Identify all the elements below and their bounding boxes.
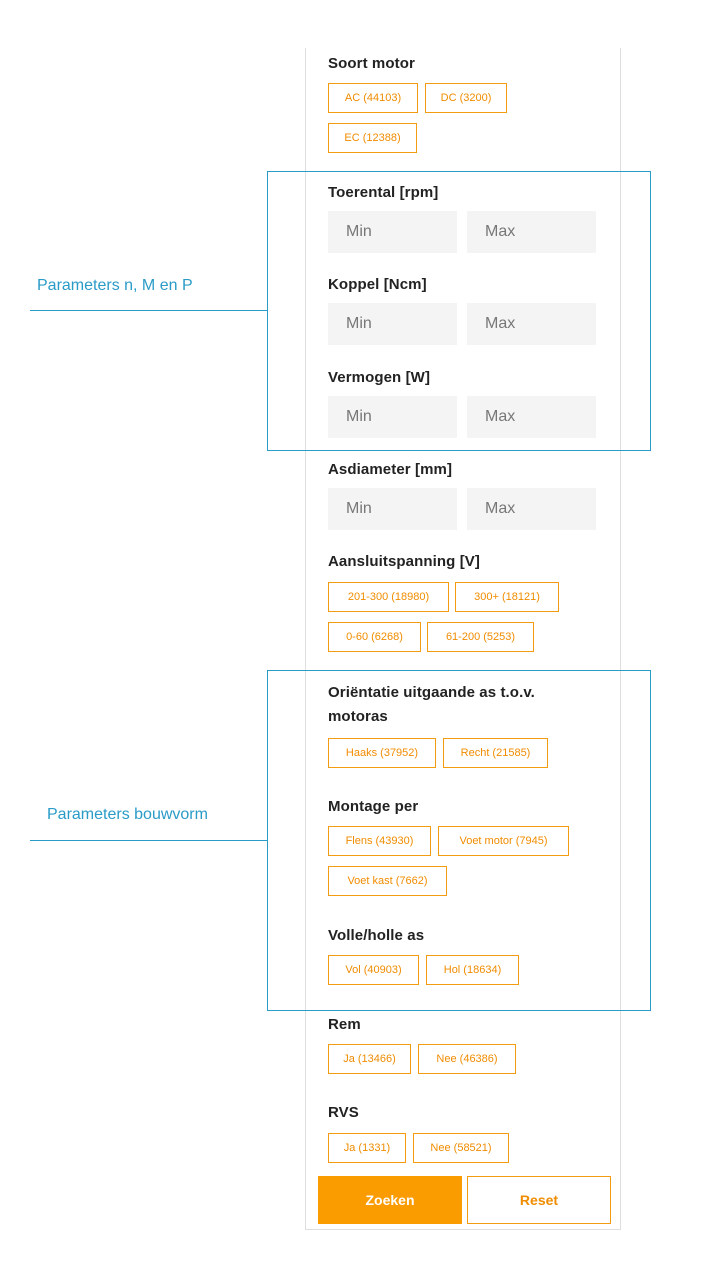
filter-option-voet-kast[interactable]: Voet kast (7662) (328, 866, 447, 896)
annotation-label-bouwvorm: Parameters bouwvorm (47, 806, 208, 823)
filter-option-201-300[interactable]: 201-300 (18980) (328, 582, 449, 612)
filter-option-ec[interactable]: EC (12388) (328, 123, 417, 153)
filter-option-recht[interactable]: Recht (21585) (443, 738, 548, 768)
asdiameter-max-input[interactable] (467, 488, 596, 530)
heading-orientatie-line1: Oriëntatie uitgaande as t.o.v. (328, 684, 535, 701)
heading-aansluitspanning: Aansluitspanning [V] (328, 553, 480, 570)
heading-volle-holle-as: Volle/holle as (328, 927, 425, 944)
filter-option-haaks[interactable]: Haaks (37952) (328, 738, 436, 768)
heading-rvs: RVS (328, 1104, 359, 1121)
filter-option-rvs-ja[interactable]: Ja (1331) (328, 1133, 406, 1163)
annotation-label-n-m-p: Parameters n, M en P (37, 277, 193, 294)
heading-soort-motor: Soort motor (328, 55, 415, 72)
heading-rem: Rem (328, 1016, 361, 1033)
heading-orientatie-line2: motoras (328, 708, 388, 725)
annotation-box-bouwvorm (267, 670, 651, 1011)
filter-option-voet-motor[interactable]: Voet motor (7945) (438, 826, 569, 856)
filter-option-hol[interactable]: Hol (18634) (426, 955, 519, 985)
filter-option-0-60[interactable]: 0-60 (6268) (328, 622, 421, 652)
filter-option-vol[interactable]: Vol (40903) (328, 955, 419, 985)
filter-option-rem-ja[interactable]: Ja (13466) (328, 1044, 411, 1074)
filter-option-flens[interactable]: Flens (43930) (328, 826, 431, 856)
filter-option-rvs-nee[interactable]: Nee (58521) (413, 1133, 509, 1163)
filter-option-61-200[interactable]: 61-200 (5253) (427, 622, 534, 652)
asdiameter-min-input[interactable] (328, 488, 457, 530)
heading-toerental: Toerental [rpm] (328, 184, 439, 201)
filter-option-300-plus[interactable]: 300+ (18121) (455, 582, 559, 612)
annotation-line-bouwvorm (30, 840, 268, 841)
heading-vermogen: Vermogen [W] (328, 369, 431, 386)
heading-montage-per: Montage per (328, 798, 419, 815)
filter-option-dc[interactable]: DC (3200) (425, 83, 507, 113)
heading-koppel: Koppel [Ncm] (328, 276, 427, 293)
annotation-line-n-m-p (30, 310, 268, 311)
filter-option-ac[interactable]: AC (44103) (328, 83, 418, 113)
annotation-box-n-m-p (267, 171, 651, 451)
search-button[interactable]: Zoeken (318, 1176, 462, 1224)
heading-asdiameter: Asdiameter [mm] (328, 461, 453, 478)
filter-option-rem-nee[interactable]: Nee (46386) (418, 1044, 516, 1074)
reset-button[interactable]: Reset (467, 1176, 611, 1224)
